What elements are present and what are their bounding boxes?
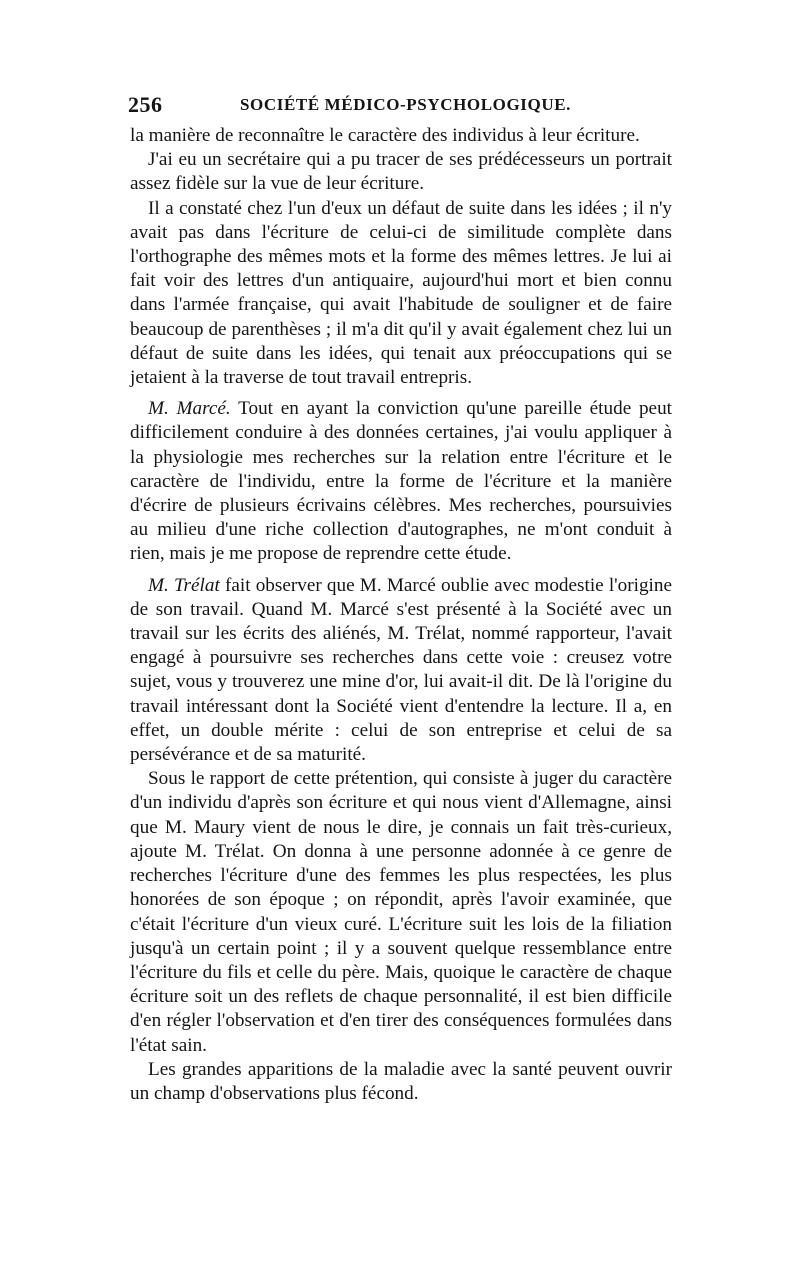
paragraph-trelat-text: fait observer que M. Marcé oublie avec modestie l'origine de son travail. Quand M. Marcé s'est présenté à la Société avec un travail sur les écrits des aliénés, M. Trélat, nommé rapporteur, l'avait engagé à poursuivre ses recherches dans cette voie : creusez votre sujet, vous y trouverez une mine d'or, lui avait-il dit. De là l'origine du travail intéressant dont la Société vient d'entendre la lecture. Il a, en effet, un double mérite : celui de son entreprise et celui de sa persévérance et de sa maturité. — [130, 574, 672, 766]
running-title: SOCIÉTÉ MÉDICO-PSYCHOLOGIQUE. — [240, 95, 572, 114]
paragraph-trelat — [130, 574, 672, 768]
speaker-marce: M. Marcé. — [148, 398, 231, 420]
paragraph-marce — [130, 397, 672, 566]
paragraph-handwriting: Sous le rapport de cette prétention, qui consiste à juger du caractère d'un individu d'après son écriture et qui nous vient d'Allemagne, ainsi que M. Maury vient de nous le dire, je connais un fait très-curieux, ajoute M. Trélat. On donna à une personne adonnée à ce genre de recherches l'écriture d'une des femmes les plus respectées, les plus honorées de son époque ; on répondit, après l'avoir examinée, que c'était l'écriture d'un vieux curé. L'écriture suit les lois de la filiation jusqu'à un certain point ; il y a souvent quelque ressemblance entre l'écriture du fils et celle du père. Mais, quoique le caractère de chaque écriture soit un des reflets de chaque personnalité, il est bien difficile d'en régler l'observation et d'en tirer des conséquences formulées dans l'état sain. — [130, 768, 672, 1056]
text-body — [130, 124, 672, 1106]
paragraph-antiquary: Il a constaté chez l'un d'eux un défaut de suite dans les idées ; il n'y avait pas dans l'écriture de celui-ci de similitude complète dans l'orthographe des mêmes mots et la forme des mêmes lettres. Je lui ai fait voir des lettres d'un antiquaire, aujourd'hui mort et bien connu dans l'armée française, qui avait l'habitude de souligner et de faire beaucoup de parenthèses ; il m'a dit qu'il y avait également chez lui un défaut de suite dans les idées, qui tenait aux préoccupations qui se jetaient à la traverse de tout travail entrepris. — [130, 197, 672, 389]
paragraph-continuation: la manière de reconnaître le caractère des individus à leur écriture. — [130, 125, 640, 146]
paragraph-secretary: J'ai eu un secrétaire qui a pu tracer de ses prédécesseurs un portrait assez fidèle sur la vue de leur écriture. — [130, 149, 672, 195]
paragraph-marce-text: Tout en ayant la conviction qu'une pareille étude peut difficilement conduire à des données certaines, j'ai voulu appliquer à la physiologie mes recherches sur la relation entre l'écriture et le caractère de l'individu, entre la forme de l'écriture et la manière d'écrire de plusieurs écrivains célèbres. Mes recherches, poursuivies au milieu d'une riche collection d'autographes, ne m'ont conduit à rien, mais je me propose de reprendre cette étude. — [130, 398, 672, 565]
running-head — [128, 92, 672, 122]
page-number: 256 — [128, 92, 163, 117]
speaker-trelat: M. Trélat — [148, 574, 220, 596]
paragraph-illness: Les grandes apparitions de la maladie avec la santé peuvent ouvrir un champ d'observations plus fécond. — [130, 1058, 672, 1104]
